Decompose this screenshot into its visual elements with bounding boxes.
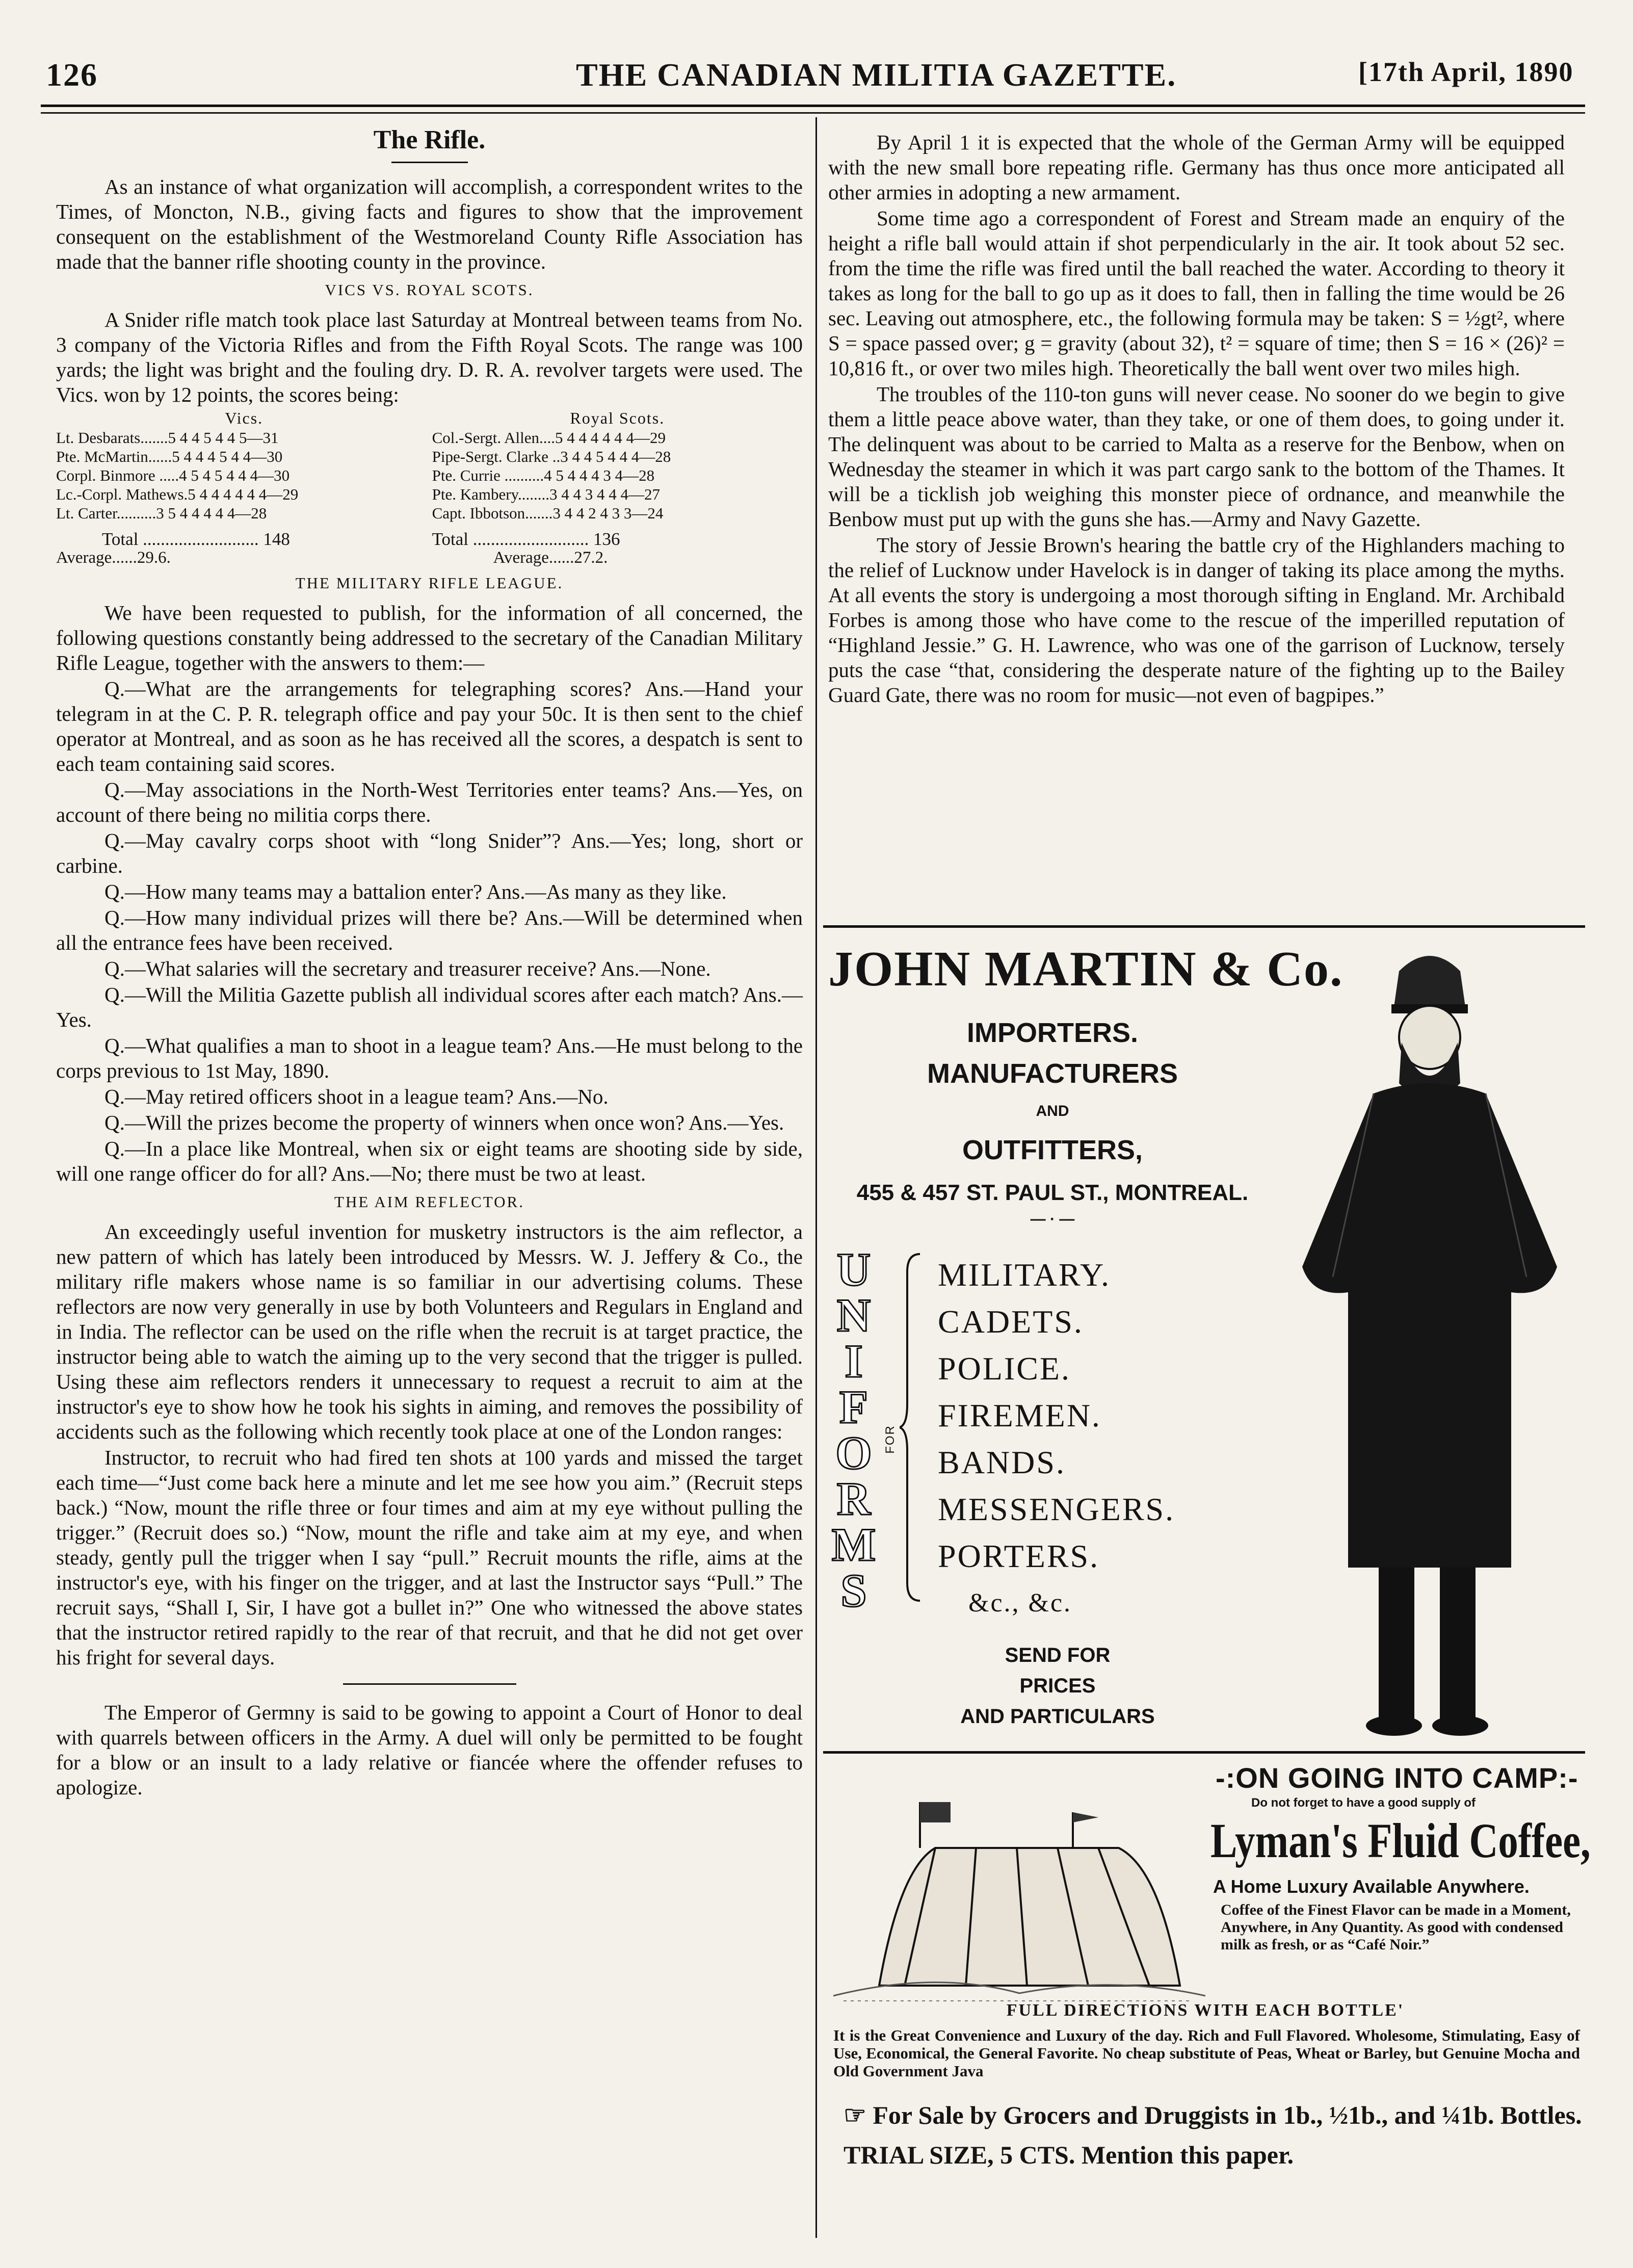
- score-cell: Corpl. Binmore .....4 5 4 5 4 4 4—30: [56, 466, 290, 484]
- product-tagline: A Home Luxury Available Anywhere.: [1213, 1876, 1530, 1897]
- product-description: Coffee of the Finest Flavor can be made in a Moment, Anywhere, in Any Quantity. As good with condensed milk as fresh, or as “Café Noir.”: [1221, 1901, 1571, 1953]
- company-name: JOHN MARTIN & Co.: [828, 942, 1344, 997]
- score-cell: Col.-Sergt. Allen....5 4 4 4 4 4 4—29: [432, 429, 666, 447]
- ad-dash: — · —: [1030, 1211, 1075, 1228]
- prices: PRICES: [1019, 1675, 1096, 1697]
- camp-subheading: Do not forget to have a good supply of: [1251, 1796, 1476, 1810]
- score-cell: Pte. Kambery........3 4 4 3 4 4 4—27: [432, 485, 661, 503]
- uniforms-letter: M: [831, 1519, 876, 1571]
- product-name: Lyman's Fluid Coffee,: [1210, 1813, 1591, 1868]
- vics-heading: Vics.: [225, 409, 264, 427]
- section-heading-league: THE MILITARY RIFLE LEAGUE.: [295, 574, 564, 592]
- question-item: Q.—What qualifies a man to shoot in a league team? Ans.—He must belong to the corps previous to 1st May, 1890.: [56, 1034, 803, 1082]
- header-rule: [41, 105, 1585, 107]
- match-paragraph: A Snider rifle match took place last Saturday at Montreal between teams from No. 3 company of the Victoria Rifles and from the Fifth Royal Scots. The range was 100 yards; the light was bright and the fouling dry. D. R. A. revolver targets were used. The Vics. won by 12 points, the scores being:: [56, 308, 803, 406]
- lymans-coffee-advertisement: [823, 1761, 1591, 2246]
- score-table: [56, 408, 803, 567]
- german-army-paragraph: By April 1 it is expected that the whole of the German Army will be equipped with the new small bore repeating rifle. Germany has thus once more anticipated all other armies in adopting a new armament.: [828, 131, 1565, 204]
- league-paragraph: We have been requested to publish, for the information of all concerned, the following questions constantly being addressed to the secretary of the Canadian Military Rifle League, together with the answers to them:—: [56, 601, 803, 674]
- uniform-item: CADETS.: [938, 1304, 1084, 1340]
- score-row: [56, 504, 803, 523]
- score-row: [56, 428, 803, 447]
- score-cell: Capt. Ibbotson.......3 4 4 2 4 3 3—24: [432, 504, 664, 522]
- rifle-ball-paragraph: Some time ago a correspondent of Forest and Stream made an enquiry of the height a rifle ball would attain if shot perpendicularly in the air. It took about 52 sec. from the time the rifle was fired until the ball reached the water. According to theory it takes as long for the ball to go up as it does to fall, then in falling the time would be 26 sec. Leaving out atmosphere, etc., the following formula may be taken: S = ½gt², where S = space passed over; g = gravity (about 32), t² = square of time; then S = 16 × (26)² = 10,816 ft., or over two miles high. Theoretically the ball went over two miles high.: [828, 206, 1565, 380]
- ad-rule-top: [823, 925, 1585, 928]
- question-item: Q.—May retired officers shoot in a league team? Ans.—No.: [104, 1085, 609, 1108]
- uniform-item: FIREMEN.: [938, 1397, 1101, 1433]
- score-cell: Lt. Desbarats.......5 4 4 5 4 4 5—31: [56, 429, 279, 447]
- and-particulars: AND PARTICULARS: [960, 1705, 1155, 1728]
- uniforms-letter: I: [845, 1335, 863, 1387]
- scots-heading: Royal Scots.: [570, 409, 665, 427]
- ton-guns-paragraph: The troubles of the 110-ton guns will never cease. No sooner do we begin to give them a little peace above water, than they take, or one of them does, to going under it. The delinquent was about to be carried to Malta as a reserve for the Benbow, when on Wednesday the steamer in which it was part cargo sank to the bottom of the Thames. It will be a ticklish job weighing this monster piece of ordnance, and meanwhile the Benbow must put up with the guns she has.—Army and Navy Gazette.: [828, 382, 1565, 531]
- score-cell: Pte. Currie ..........4 5 4 4 4 3 4—28: [432, 466, 655, 484]
- john-martin-advertisement: [823, 941, 1588, 1751]
- brace-icon: [900, 1252, 925, 1603]
- ad-line-manufacturers: MANUFACTURERS: [927, 1058, 1178, 1089]
- uniform-item: PORTERS.: [938, 1538, 1100, 1574]
- section-heading-vics: VICS VS. ROYAL SCOTS.: [325, 281, 534, 299]
- uniforms-vertical-label: [823, 1243, 884, 1617]
- right-column: [828, 130, 1565, 709]
- average-vics: Average......29.6.: [56, 549, 171, 567]
- question-item: Q.—In a place like Montreal, when six or eight teams are shooting side by side, will one range officer do for all? Ans.—No; there must be two at least.: [56, 1137, 803, 1185]
- total-scots: Total .......................... 136: [432, 529, 620, 549]
- left-column: [56, 127, 803, 1801]
- policeman-illustration: [1272, 941, 1588, 1746]
- section-heading-aim: THE AIM REFLECTOR.: [334, 1193, 524, 1211]
- separator-rule: [343, 1683, 516, 1685]
- score-cell: Lt. Carter..........3 5 4 4 4 4 4—28: [56, 504, 267, 522]
- ad-rule-middle: [823, 1751, 1585, 1754]
- page-number: 126: [46, 57, 98, 93]
- tent-illustration: [833, 1792, 1205, 2006]
- uniforms-letter: S: [840, 1565, 867, 1617]
- for-label: FOR: [883, 1425, 897, 1454]
- emperor-paragraph: The Emperor of Germny is said to be gowing to appoint a Court of Honor to deal with quarrels between officers in the Army. A duel will only be permitted to be fought for a blow or an insult to a lady relative or fiancée where the offender refuses to apologize.: [56, 1701, 803, 1799]
- column-divider: [815, 117, 817, 2238]
- send-for: SEND FOR: [1005, 1644, 1111, 1666]
- masthead: [46, 56, 1585, 97]
- question-item: Q.—Will the Militia Gazette publish all individual scores after each match? Ans.—Yes.: [56, 983, 803, 1031]
- average-scots: Average......27.2.: [493, 549, 608, 567]
- aim-paragraph: Instructor, to recruit who had fired ten shots at 100 yards and missed the target each time—“Just come back here a minute and let me see how you aim.” (Recruit steps back.) “Now, mount the rifle three or four times and aim at my eye without pulling the trigger.” (Recruit does so.) “Now, mount the rifle and take aim at my eye, and when steady, gently pull the trigger when I say “pull.” Recruit mounts the rifle, aims at the instructor's eye, with his finger on the trigger, and at last the Instructor says “Pull.” The recruit says, “Shall I, Sir, I have got a bullet in?” One who witnessed the above states that the instructor retired rapidly to the rear of that recruit, and that he did not get over his fright for several days.: [56, 1446, 803, 1669]
- ad-line-outfitters: OUTFITTERS,: [962, 1135, 1143, 1165]
- uniform-item: BANDS.: [938, 1444, 1066, 1480]
- aim-paragraph: An exceedingly useful invention for musketry instructors is the aim reflector, a new pattern of which has lately been introduced by Messrs. W. J. Jeffery & Co., the military rifle makers whose name is so familiar in our advertising colums. These reflectors are now very generally in use by both Volunteers and Regulars in England and in India. The reflector can be used on the rifle when the recruit is at target practice, the instructor being able to watch the aiming up to the very second that the trigger is pulled. Using these aim reflectors renders it unnecessary to request a recruit to aim at the instructor's eye to show how he took his sights in aiming, and removes the possibility of accidents such as the following which recently took place at one of the London ranges:: [56, 1220, 803, 1443]
- question-item: Q.—How many teams may a battalion enter? Ans.—As many as they like.: [104, 880, 727, 903]
- question-item: Q.—May cavalry corps shoot with “long Snider”? Ans.—Yes; long, short or carbine.: [56, 829, 803, 877]
- uniforms-letter: O: [835, 1427, 872, 1479]
- score-cell: Lc.-Corpl. Mathews.5 4 4 4 4 4 4—29: [56, 485, 299, 503]
- uniforms-letter: U: [836, 1243, 871, 1295]
- question-item: Q.—What salaries will the secretary and treasurer receive? Ans.—None.: [104, 957, 711, 980]
- camp-heading: -:ON GOING INTO CAMP:-: [1216, 1762, 1578, 1794]
- score-row: [56, 447, 803, 466]
- uniform-item: MESSENGERS.: [938, 1491, 1175, 1527]
- score-cell: Pte. McMartin......5 4 4 4 5 4 4—30: [56, 448, 283, 465]
- publication-title: THE CANADIAN MILITIA GAZETTE.: [576, 57, 1177, 93]
- ad-line-importers: IMPORTERS.: [966, 1018, 1139, 1048]
- question-item: Q.—May associations in the North-West Territories enter teams? Ans.—Yes, on account of there being no militia corps there.: [56, 778, 803, 826]
- question-item: Q.—How many individual prizes will there be? Ans.—Will be determined when all the entrance fees have been received.: [56, 906, 803, 954]
- score-row: [56, 466, 803, 485]
- question-item: Q.—What are the arrangements for telegraphing scores? Ans.—Hand your telegram in at the C. P. R. telegraph office and pay your 50c. It is then sent to the chief operator at Montreal, and as soon as he has received all the scores, a despatch is sent to each team containing said scores.: [56, 677, 803, 775]
- uniform-item: POLICE.: [938, 1350, 1071, 1387]
- question-item: Q.—Will the prizes become the property of winners when once won? Ans.—Yes.: [104, 1111, 784, 1134]
- uniform-list: [938, 1252, 1175, 1627]
- ad-address: 455 & 457 ST. PAUL ST., MONTREAL.: [856, 1180, 1249, 1205]
- uniforms-letter: F: [839, 1381, 868, 1433]
- uniform-item: &c., &c.: [968, 1588, 1072, 1618]
- title-rule: [391, 162, 468, 163]
- uniforms-letter: N: [836, 1289, 871, 1341]
- uniforms-letter: R: [836, 1473, 871, 1525]
- score-row: [56, 485, 803, 504]
- score-cell: Pipe-Sergt. Clarke ..3 4 4 5 4 4 4—28: [432, 448, 671, 465]
- uniform-item: MILITARY.: [938, 1257, 1111, 1293]
- product-body-text: It is the Great Convenience and Luxury of the day. Rich and Full Flavored. Wholesome, Stimulating, Easy of Use, Economical, the General Favorite. No cheap substitute of Peas, Wheat or Barley, but Genuine Mocha and Old Government Java: [833, 2026, 1580, 2080]
- article-title: The Rifle.: [373, 125, 486, 154]
- jessie-brown-paragraph: The story of Jessie Brown's hearing the battle cry of the Highlanders maching to the relief of Lucknow under Havelock is in danger of taking its place among the myths. At all events the story is undergoing a most thorough sifting in England. Mr. Archibald Forbes is among those who have come to the rescue of the imperilled reputation of “Highland Jessie.” G. H. Lawrence, who was one of the garrison of Lucknow, tersely puts the case “that, considering the desperate nature of the fighting up to the Bailey Guard Gate, there was no room for music—not even of bagpipes.”: [828, 533, 1565, 707]
- for-sale-notice: ☞ For Sale by Grocers and Druggists in 1b., ½1b., and ¼1b. Bottles. TRIAL SIZE, 5 CTS. Mention this paper.: [844, 2101, 1582, 2169]
- full-directions: FULL DIRECTIONS WITH EACH BOTTLE': [1006, 2001, 1405, 2020]
- ad-line-and: AND: [1036, 1103, 1069, 1119]
- issue-date: [17th April, 1890: [1358, 57, 1574, 87]
- total-vics: Total .......................... 148: [102, 529, 290, 549]
- header-rule-2: [41, 112, 1585, 114]
- intro-paragraph: As an instance of what organization will accomplish, a correspondent writes to the Times, of Moncton, N.B., giving facts and figures to show that the improvement consequent on the establishment of the Westmoreland County Rifle Association has made that the banner rifle shooting county in the province.: [56, 175, 803, 273]
